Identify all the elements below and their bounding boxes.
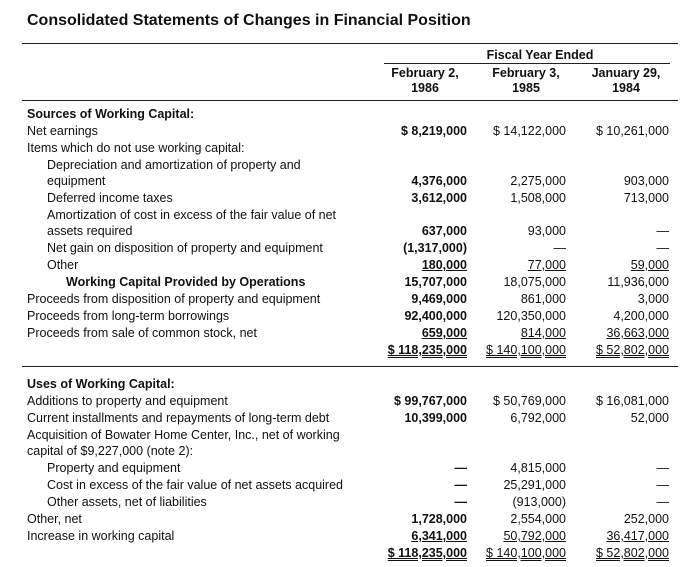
section-rule	[22, 366, 678, 367]
total-1984: $ 52,802,000	[596, 546, 669, 560]
value-1984: 52,000	[630, 411, 669, 425]
row-label: Other	[47, 258, 79, 272]
value-1986: 659,000	[421, 326, 467, 340]
total-1984: $ 52,802,000	[596, 343, 669, 357]
value-1985: 2,554,000	[510, 512, 566, 526]
value-1986: 6,341,000	[411, 529, 467, 543]
value-1984: —	[656, 461, 669, 475]
value-1985: 6,792,000	[510, 411, 566, 425]
value-1986: 15,707,000	[404, 275, 467, 289]
total-1985: $ 140,100,000	[486, 546, 566, 560]
row-label: Uses of Working Capital:	[27, 377, 175, 391]
row-label: Property and equipment	[47, 461, 181, 475]
table-row	[0, 511, 700, 528]
value-1984: —	[656, 224, 669, 238]
row-label: Sources of Working Capital:	[27, 107, 195, 121]
row-label: Additions to property and equipment	[27, 394, 228, 408]
table-row	[0, 410, 700, 427]
value-1984: —	[656, 241, 669, 255]
value-1984: 713,000	[623, 191, 669, 205]
value-1986: 180,000	[421, 258, 467, 272]
column-header-1985	[478, 66, 574, 96]
table-row	[0, 223, 700, 240]
value-1984: 903,000	[623, 174, 669, 188]
value-1985: 814,000	[520, 326, 566, 340]
table-row	[0, 393, 700, 410]
value-1985: 77,000	[527, 258, 566, 272]
value-1984: 59,000	[630, 258, 669, 272]
row-label: Deferred income taxes	[47, 191, 173, 205]
value-1985: $ 50,769,000	[493, 394, 566, 408]
row-label: Working Capital Provided by Operations	[66, 275, 306, 289]
value-1986: $ 8,219,000	[400, 124, 467, 138]
section-heading-sources	[0, 106, 700, 123]
statement-title: Consolidated Statements of Changes in Financial Position	[27, 12, 471, 29]
value-1986: 4,376,000	[411, 174, 467, 188]
table-row	[0, 325, 700, 342]
table-row	[0, 257, 700, 274]
value-1986: $ 99,767,000	[394, 394, 467, 408]
row-label: Other assets, net of liabilities	[47, 495, 207, 509]
table-row	[0, 477, 700, 494]
value-1985: 4,815,000	[510, 461, 566, 475]
table-row	[0, 123, 700, 140]
column-header-1984	[578, 66, 674, 96]
table-row	[0, 157, 700, 174]
value-1985: 120,350,000	[496, 309, 566, 323]
row-label: Items which do not use working capital:	[27, 141, 245, 155]
fiscal-year-header: Fiscal Year Ended	[486, 48, 594, 62]
row-label: Depreciation and amortization of property and	[47, 158, 301, 172]
value-1986: 1,728,000	[411, 512, 467, 526]
row-label: Proceeds from disposition of property and equipment	[27, 292, 321, 306]
row-label: Cost in excess of the fair value of net assets acquired	[47, 478, 343, 492]
value-1985: 50,792,000	[503, 529, 566, 543]
value-1985: 18,075,000	[503, 275, 566, 289]
value-1986: (1,317,000)	[403, 241, 467, 255]
value-1985: $ 14,122,000	[493, 124, 566, 138]
column-header-1984-year: 1984	[612, 81, 640, 95]
value-1985: 93,000	[527, 224, 566, 238]
value-1984: 36,663,000	[606, 326, 669, 340]
value-1984: 4,200,000	[613, 309, 669, 323]
table-row	[0, 140, 700, 157]
value-1984: $ 16,081,000	[596, 394, 669, 408]
row-label: Proceeds from sale of common stock, net	[27, 326, 257, 340]
value-1985: 861,000	[520, 292, 566, 306]
table-row	[0, 427, 700, 444]
value-1986: 637,000	[421, 224, 467, 238]
value-1986: —	[454, 461, 467, 475]
row-label: Proceeds from long-term borrowings	[27, 309, 230, 323]
value-1986: 10,399,000	[404, 411, 467, 425]
row-label: assets required	[47, 224, 133, 238]
table-row	[0, 308, 700, 325]
total-1986: $ 118,235,000	[387, 546, 467, 560]
column-header-1985-date: February 3,	[492, 66, 560, 80]
column-header-1986	[380, 66, 470, 96]
row-label: Acquisition of Bowater Home Center, Inc., net of working	[27, 428, 340, 442]
value-1984: 36,417,000	[606, 529, 669, 543]
column-header-1984-date: January 29,	[591, 66, 661, 80]
row-label: Other, net	[27, 512, 82, 526]
table-row	[0, 190, 700, 207]
row-label: Amortization of cost in excess of the fair value of net	[47, 208, 337, 222]
row-label: equipment	[47, 174, 106, 188]
table-row	[0, 240, 700, 257]
value-1985: 25,291,000	[503, 478, 566, 492]
value-1986: 92,400,000	[404, 309, 467, 323]
value-1984: 252,000	[623, 512, 669, 526]
subtotal-row	[0, 274, 700, 291]
column-header-1985-year: 1985	[512, 81, 540, 95]
table-row	[0, 443, 700, 460]
total-row	[0, 342, 700, 359]
value-1986: 9,469,000	[411, 292, 467, 306]
top-rule	[22, 43, 678, 44]
value-1986: —	[454, 495, 467, 509]
column-header-1986-year: 1986	[411, 81, 439, 95]
fiscal-year-underline	[384, 63, 670, 64]
row-label: Net gain on disposition of property and equipment	[47, 241, 323, 255]
header-rule	[22, 100, 678, 101]
value-1986: 3,612,000	[411, 191, 467, 205]
value-1984: $ 10,261,000	[596, 124, 669, 138]
table-row	[0, 207, 700, 224]
table-row	[0, 528, 700, 545]
table-row	[0, 460, 700, 477]
value-1986: —	[454, 478, 467, 492]
value-1985: 1,508,000	[510, 191, 566, 205]
value-1984: 3,000	[637, 292, 669, 306]
total-1985: $ 140,100,000	[486, 343, 566, 357]
column-header-1986-date: February 2,	[391, 66, 459, 80]
value-1984: —	[656, 495, 669, 509]
section-heading-uses	[0, 376, 700, 393]
value-1984: —	[656, 478, 669, 492]
row-label: capital of $9,227,000 (note 2):	[27, 444, 194, 458]
value-1985: —	[553, 241, 566, 255]
table-row	[0, 494, 700, 511]
row-label: Increase in working capital	[27, 529, 175, 543]
value-1984: 11,936,000	[607, 275, 669, 289]
value-1985: 2,275,000	[510, 174, 566, 188]
total-row	[0, 545, 700, 562]
value-1985: (913,000)	[512, 495, 566, 509]
table-row	[0, 291, 700, 308]
row-label: Current installments and repayments of long-term debt	[27, 411, 330, 425]
table-row	[0, 173, 700, 190]
total-1986: $ 118,235,000	[387, 343, 467, 357]
row-label: Net earnings	[27, 124, 98, 138]
